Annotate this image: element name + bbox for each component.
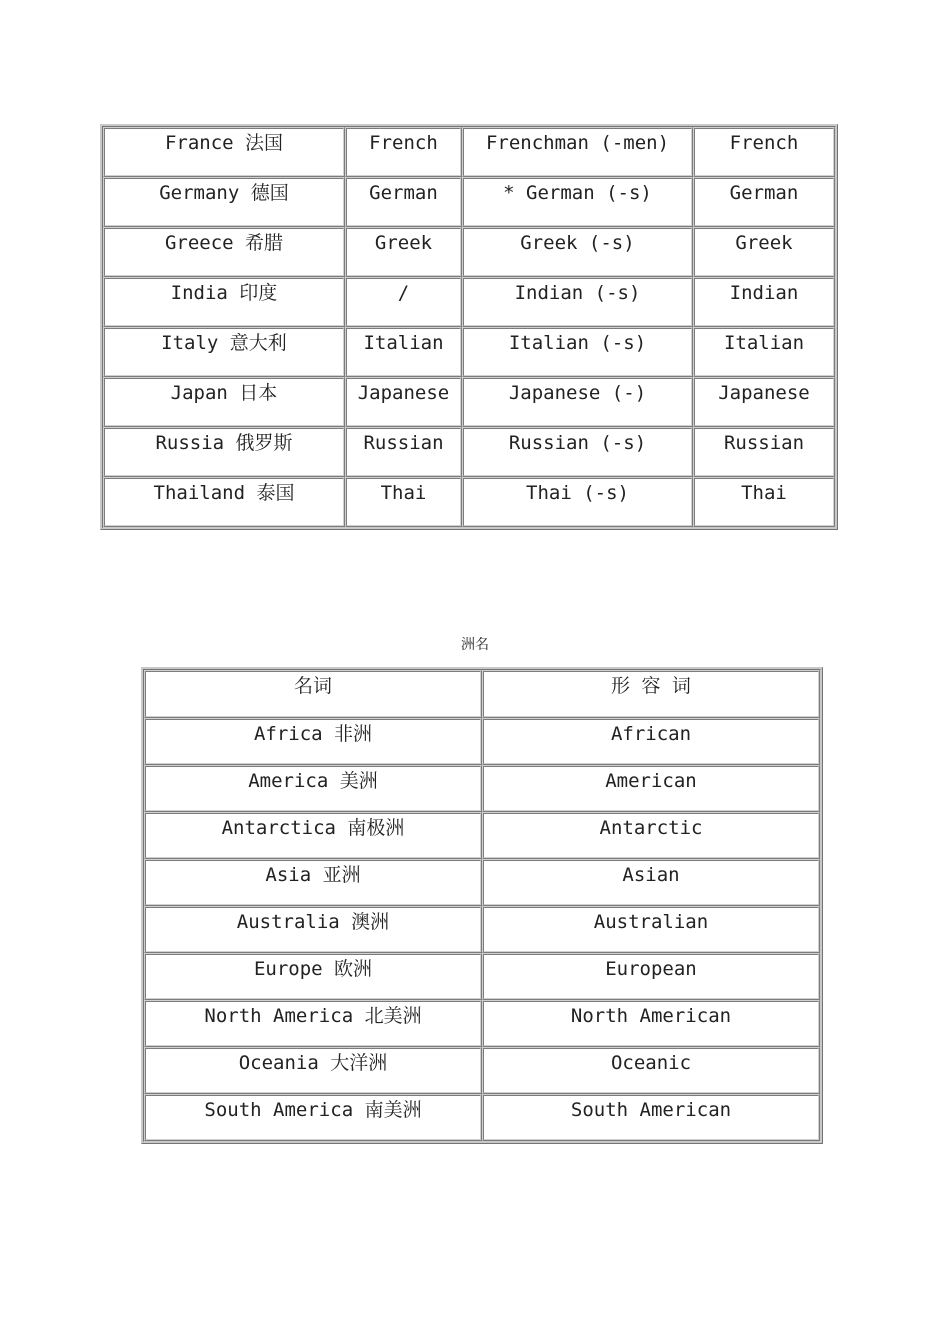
continent-noun-cell: Europe 欧洲: [144, 953, 482, 1000]
adjective-cell: German: [345, 177, 462, 227]
country-cell: Italy 意大利: [103, 327, 345, 377]
table-row: [103, 377, 835, 427]
continent-noun-cell: Antarctica 南极洲: [144, 812, 482, 859]
continent-adjective-cell: Antarctic: [482, 812, 820, 859]
table-row: [144, 1094, 820, 1141]
table-row: [144, 718, 820, 765]
table-row: [144, 859, 820, 906]
person-noun-cell: Frenchman (-men): [462, 127, 693, 177]
person-noun-cell: Greek (-s): [462, 227, 693, 277]
continent-noun-cell: Australia 澳洲: [144, 906, 482, 953]
continents-table-body: [144, 670, 820, 1141]
language-cell: French: [693, 127, 835, 177]
country-cell: India 印度: [103, 277, 345, 327]
table-row: [144, 906, 820, 953]
person-noun-cell: Thai (-s): [462, 477, 693, 527]
noun-column-header: 名词: [144, 670, 482, 718]
table-header-row: [144, 670, 820, 718]
adjective-cell: /: [345, 277, 462, 327]
adjective-cell: Thai: [345, 477, 462, 527]
language-cell: Greek: [693, 227, 835, 277]
continent-adjective-cell: North American: [482, 1000, 820, 1047]
person-noun-cell: Italian (-s): [462, 327, 693, 377]
person-noun-cell: Russian (-s): [462, 427, 693, 477]
adjective-cell: Greek: [345, 227, 462, 277]
continent-noun-cell: Asia 亚洲: [144, 859, 482, 906]
table-row: [144, 765, 820, 812]
table-row: [103, 327, 835, 377]
table-row: [103, 477, 835, 527]
country-cell: Japan 日本: [103, 377, 345, 427]
table-row: [144, 812, 820, 859]
continent-adjective-cell: African: [482, 718, 820, 765]
continent-noun-cell: North America 北美洲: [144, 1000, 482, 1047]
adjective-cell: Japanese: [345, 377, 462, 427]
language-cell: Russian: [693, 427, 835, 477]
adjective-cell: Russian: [345, 427, 462, 477]
table-row: [103, 427, 835, 477]
language-cell: Thai: [693, 477, 835, 527]
person-noun-cell: Indian (-s): [462, 277, 693, 327]
continent-noun-cell: South America 南美洲: [144, 1094, 482, 1141]
continent-adjective-cell: South American: [482, 1094, 820, 1141]
country-cell: France 法国: [103, 127, 345, 177]
country-cell: Thailand 泰国: [103, 477, 345, 527]
continent-adjective-cell: Asian: [482, 859, 820, 906]
continent-adjective-cell: American: [482, 765, 820, 812]
continents-table: [141, 667, 823, 1144]
continent-noun-cell: America 美洲: [144, 765, 482, 812]
adjective-cell: Italian: [345, 327, 462, 377]
table-row: [144, 1000, 820, 1047]
language-cell: Italian: [693, 327, 835, 377]
continents-table-caption: 洲名: [461, 637, 489, 653]
continent-adjective-cell: Oceanic: [482, 1047, 820, 1094]
language-cell: German: [693, 177, 835, 227]
country-cell: Russia 俄罗斯: [103, 427, 345, 477]
language-cell: Japanese: [693, 377, 835, 427]
continent-adjective-cell: European: [482, 953, 820, 1000]
country-cell: Germany 德国: [103, 177, 345, 227]
adjective-column-header: 形 容 词: [482, 670, 820, 718]
countries-table: [100, 124, 838, 530]
country-cell: Greece 希腊: [103, 227, 345, 277]
language-cell: Indian: [693, 277, 835, 327]
person-noun-cell: Japanese (-): [462, 377, 693, 427]
table-row: [103, 177, 835, 227]
continent-adjective-cell: Australian: [482, 906, 820, 953]
continent-noun-cell: Africa 非洲: [144, 718, 482, 765]
table-row: [144, 953, 820, 1000]
table-row: [144, 1047, 820, 1094]
person-noun-cell: * German (-s): [462, 177, 693, 227]
adjective-cell: French: [345, 127, 462, 177]
table-row: [103, 127, 835, 177]
table-row: [103, 227, 835, 277]
countries-table-body: [103, 127, 835, 527]
table-row: [103, 277, 835, 327]
continent-noun-cell: Oceania 大洋洲: [144, 1047, 482, 1094]
